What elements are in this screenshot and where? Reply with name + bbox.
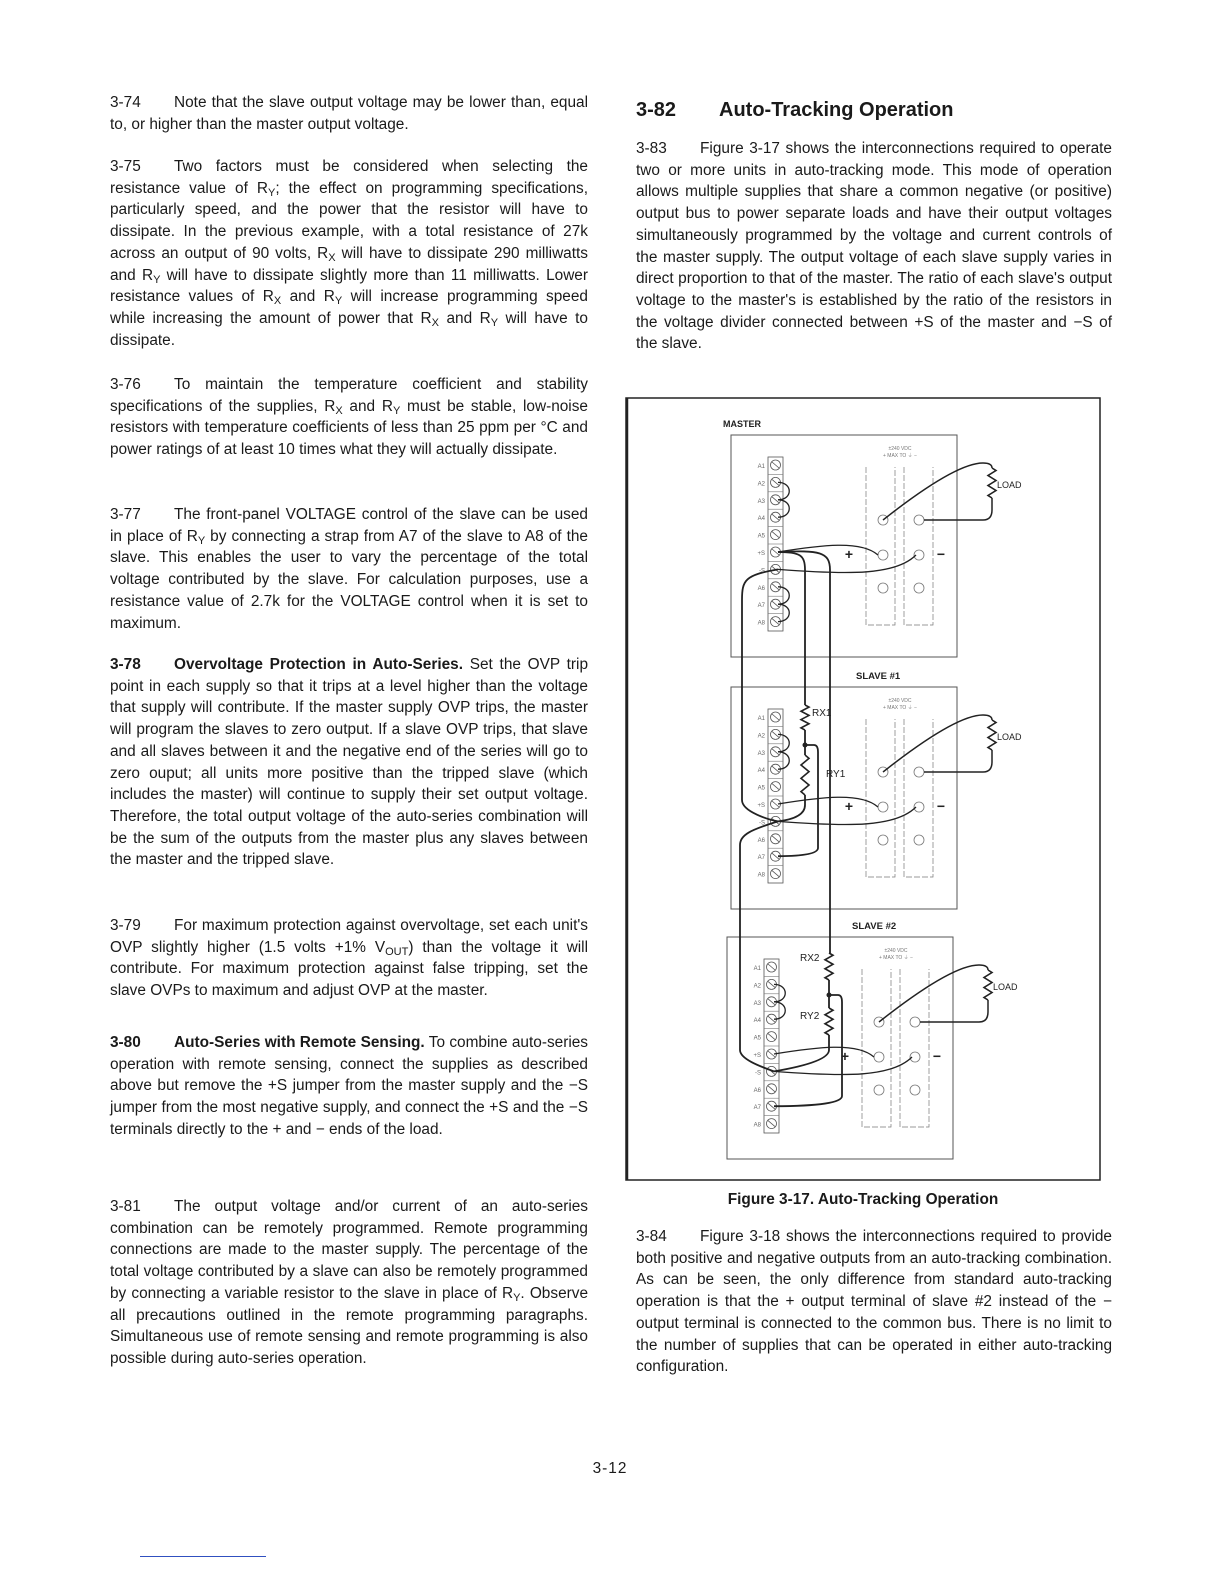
terminal-label: A4: [757, 516, 765, 523]
terminal-label: A8: [757, 872, 765, 879]
paragraph-text: To combine auto-series operation with remote sensing, connect the supplies as described above but remove the +S jumper from the master supply and the −S jumper from the most negative supply, and connect the +S and the −S terminals directly to the + and − ends of the load.: [110, 1034, 588, 1138]
load-label: LOAD: [993, 982, 1018, 992]
terminal-label: A5: [757, 533, 765, 540]
ry1-resistor: [801, 755, 809, 795]
terminal-label: A6: [757, 837, 765, 844]
plus-sign: +: [844, 798, 854, 814]
terminal-label: A5: [753, 1035, 761, 1042]
output-column-minus: [904, 719, 933, 877]
terminal-label: +S: [757, 551, 765, 557]
paragraph-text: The front-panel VOLTAGE control of the slave can be used in place of $R_Y$ by connecting a strap from A7 of the slave to A8 of the slave. This enables the user to vary the percentage of the total voltage contributed by the slave. For calculation purposes, use a resistance value of 2.7k for the VOLTAGE control when it is set to maximum.: [110, 506, 588, 632]
paragraph-text: Figure 3-18 shows the interconnections required to provide both positive and negative outputs from an auto-tracking combination. As can be seen, the only difference from standard auto-tracking operation is that the + output terminal of slave #2 instead of the − output terminal is connected to the common bus. There is no limit to the number of supplies that can be operated in either auto-tracking configuration.: [636, 1228, 1112, 1376]
subscript: Y: [490, 316, 499, 329]
output-terminal-icon: [874, 1052, 884, 1062]
output-rating: ±240 VDC: [888, 698, 912, 704]
load-wire-minus: [924, 498, 992, 520]
output-column-plus: [862, 969, 891, 1127]
section-title: Auto-Tracking Operation: [719, 99, 954, 121]
output-terminal-icon: [910, 1017, 920, 1027]
load-label: LOAD: [997, 732, 1022, 742]
paragraph-text: To maintain the temperature coefficient and stability specifications of the supplies, $R_X$ and $R_Y$ must be stable, low-noise resistors with temperature coefficients of less than 25 ppm per °C and power ratings of at least 10 times what they will actually dissipate.: [110, 376, 588, 459]
page-number: 3-12: [592, 1460, 628, 1477]
figure-frame: [626, 398, 1100, 1180]
terminal-label: A7: [757, 603, 765, 610]
rx1-label: RX1: [812, 708, 832, 719]
paragraph-3-79: [110, 915, 588, 1002]
terminal-label: A6: [753, 1087, 761, 1094]
sense-plus-wire: [778, 797, 878, 807]
terminal-label: A2: [753, 983, 761, 990]
terminal-label: A2: [757, 481, 765, 488]
paragraph-3-80: [110, 1032, 588, 1141]
paragraph-3-76: [110, 374, 588, 461]
terminal-label: A6: [757, 585, 765, 592]
output-terminal-icon: [914, 835, 924, 845]
subscript: X: [335, 404, 343, 417]
terminal-label: -S: [755, 1070, 761, 1077]
rx1-resistor: [801, 705, 809, 730]
terminal-label: A3: [753, 1000, 761, 1007]
paragraph-3-83: [636, 138, 1112, 355]
paragraph-heading: Overvoltage Protection in Auto-Series.: [174, 656, 463, 673]
subscript: Y: [268, 186, 276, 199]
paragraph-number: 3-79: [110, 917, 141, 934]
plus-sign: +: [840, 1048, 850, 1064]
load-resistor: [988, 468, 996, 498]
output-column-minus: [904, 467, 933, 625]
paragraph-text: Set the OVP trip point in each supply so that it trips at a level higher than the voltage that supply will contribute. If the master supply OVP trips, the master will program the slaves to zero output. If a slave OVP trips, that slave and all slaves between it and the negative end of the series will go to zero ouput; all units more positive than the tripped slave (which includes the master) will continue to supply their set output voltage. Therefore, the total output voltage of the auto-series combination will be the sum of the outputs from the master plus any slaves between the master and the tripped slave.: [110, 656, 589, 869]
output-rating-2: + MAX TO ⏚ −: [883, 705, 917, 711]
unit-label: MASTER: [723, 419, 761, 429]
minus-sign: −: [932, 1048, 942, 1064]
output-rating-2: + MAX TO ⏚ −: [883, 453, 917, 459]
subscript: OUT: [385, 945, 409, 958]
paragraph-3-81: [110, 1196, 588, 1370]
terminal-label: A4: [753, 1018, 761, 1025]
output-column-plus: [866, 467, 895, 625]
terminal-label: A2: [757, 733, 765, 740]
paragraph-text: Two factors must be considered when selecting the resistance value of $R_Y$; the effect on programming specifications, particularly speed, and the power that the resistor will have to dissipate. In the previous example, with a total resistance of 27k across an output of 90 volts, $R_X$ will have to dissipate 290 milliwatts and $R_Y$ will have to dissipate slightly more than 11 milliwatts. Lower resistance values of $R_X$ and $R_Y$ will increase programming speed while increasing the amount of power that $R_X$ and $R_Y$ will have to dissipate.: [110, 158, 589, 349]
subscript: X: [431, 316, 439, 329]
terminal-label: A7: [753, 1105, 761, 1112]
paragraph-number: 3-83: [636, 140, 667, 157]
paragraph-number: 3-74: [110, 94, 141, 111]
sense-plus-wire: [774, 1047, 874, 1057]
paragraph-number: 3-77: [110, 506, 141, 523]
unit-label: SLAVE #1: [856, 671, 901, 682]
output-terminal-icon: [874, 1085, 884, 1095]
output-terminal-icon: [910, 1085, 920, 1095]
plus-sign: +: [844, 546, 854, 562]
output-terminal-icon: [878, 802, 888, 812]
subscript: X: [328, 251, 336, 264]
output-column-plus: [866, 719, 895, 877]
master-plus-s-to-rx2: [778, 551, 830, 953]
output-terminal-icon: [914, 515, 924, 525]
terminal-label: A7: [757, 855, 765, 862]
figure-caption: Figure 3-17. Auto-Tracking Operation: [727, 1191, 999, 1208]
paragraph-3-75: [110, 156, 588, 351]
terminal-label: A4: [757, 768, 765, 775]
paragraph-3-84: [636, 1226, 1112, 1378]
paragraph-number: 3-81: [110, 1198, 141, 1215]
load-wire-plus: [883, 715, 992, 772]
output-rating-2: + MAX TO ⏚ −: [879, 955, 913, 961]
output-terminal-icon: [914, 583, 924, 593]
terminal-label: A8: [757, 620, 765, 627]
footer-rule: [140, 1556, 266, 1557]
paragraph-text: Note that the slave output voltage may be lower than, equal to, or higher than the master output voltage.: [110, 94, 588, 133]
rx2-resistor: [825, 953, 833, 980]
output-rating: ±240 VDC: [884, 948, 908, 954]
terminal-label: +S: [757, 803, 765, 809]
load-wire-plus: [879, 965, 988, 1022]
paragraph-number: 3-76: [110, 376, 141, 393]
paragraph-3-78: [110, 654, 588, 871]
paragraph-number: 3-80: [110, 1034, 141, 1051]
paragraph-3-77: [110, 504, 588, 634]
subscript: Y: [197, 534, 206, 547]
terminal-label: A5: [757, 785, 765, 792]
terminal-label: A3: [757, 498, 765, 505]
ry1-to-slave1-minus-s: [778, 795, 805, 821]
ry2-label: RY2: [800, 1011, 820, 1022]
unit-label: SLAVE #2: [852, 921, 897, 932]
terminal-label: +S: [753, 1053, 761, 1059]
subscript: Y: [513, 1291, 521, 1304]
output-terminal-icon: [878, 550, 888, 560]
terminal-label: A1: [757, 464, 765, 470]
paragraph-3-74: [110, 92, 588, 135]
paragraph-text: Figure 3-17 shows the interconnections required to operate two or more units in auto-tracking mode. This mode of operation allows multiple supplies that share a common negative (or positive) output bus to power separate loads and have their output voltages simultaneously programmed by the voltage and current controls of the master supply. The output voltage of each slave supply varies in direct proportion to that of the master. The ratio of each slave's output voltage to the master's is established by the ratio of the resistors in the voltage divider connected between +S of the master and −S of the slave.: [636, 140, 1112, 353]
terminal-label: -S: [759, 820, 765, 827]
paragraph-text: For maximum protection against overvoltage, set each unit's OVP slightly higher (1.5 volts +1% $V_{OUT}$) than the voltage it will contribute. For maximum protection against false tripping, set the slave OVPs to maximum and adjust OVP at the master.: [110, 917, 588, 1000]
rx2-label: RX2: [800, 953, 820, 964]
paragraph-number: 3-84: [636, 1228, 667, 1245]
terminal-label: A1: [753, 966, 761, 972]
master-plus-s-to-rx1: [778, 552, 805, 705]
terminal-label: -S: [759, 568, 765, 575]
output-rating: ±240 VDC: [888, 446, 912, 452]
output-column-minus: [900, 969, 929, 1127]
subscript: Y: [392, 404, 401, 417]
terminal-label: A3: [757, 750, 765, 757]
load-wire-plus: [883, 463, 992, 520]
minus-sign: −: [936, 546, 946, 562]
minus-sign: −: [936, 798, 946, 814]
output-terminal-icon: [878, 835, 888, 845]
load-wire-minus: [924, 750, 992, 772]
load-resistor: [988, 720, 996, 750]
subscript: Y: [153, 273, 161, 286]
output-terminal-icon: [914, 767, 924, 777]
paragraph-text: The output voltage and/or current of an auto-series combination can be remotely programmed. Remote programming connections are made to the master supply. The percentage of the total voltage contributed by a slave can also be remotely programmed by connecting a variable resistor to the slave in place of $R_Y$. Observe all precautions outlined in the remote programming paragraphs. Simultaneous use of remote sensing and remote programming is also possible during auto-series operation.: [110, 1198, 589, 1367]
subscript: Y: [334, 295, 343, 308]
subscript: X: [273, 295, 282, 308]
paragraph-number: 3-78: [110, 656, 141, 673]
load-resistor: [984, 970, 992, 1000]
section-number: 3-82: [636, 99, 677, 121]
terminal-label: A8: [753, 1122, 761, 1129]
terminal-label: A1: [757, 716, 765, 722]
output-terminal-icon: [878, 583, 888, 593]
ry1-label: RY1: [826, 769, 846, 780]
ry2-resistor: [825, 1008, 833, 1035]
load-wire-minus: [920, 1000, 988, 1022]
paragraph-heading: Auto-Series with Remote Sensing.: [174, 1034, 425, 1051]
paragraph-number: 3-75: [110, 158, 141, 175]
load-label: LOAD: [997, 480, 1022, 490]
